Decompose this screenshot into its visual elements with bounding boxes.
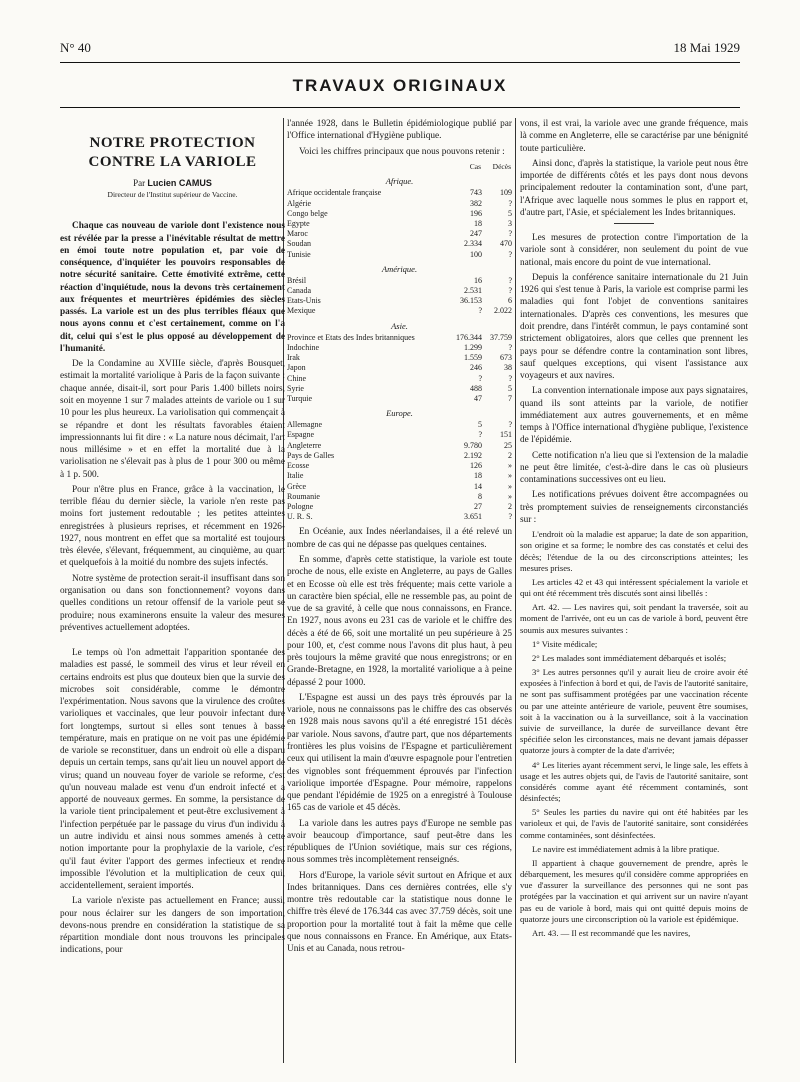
death-count: 2	[508, 450, 512, 460]
case-count: 18	[474, 218, 482, 228]
region-name: Afrique.	[385, 176, 414, 187]
country-name: Japon	[287, 363, 306, 373]
paragraph: l'année 1928, dans le Bulletin épidémiologique publié par l'Office international d'Hygiène publique.	[287, 119, 512, 142]
case-count: 126	[470, 461, 482, 471]
table-row	[287, 199, 512, 209]
death-count: ?	[508, 275, 512, 285]
table-region-row	[287, 317, 512, 333]
case-count: ?	[478, 306, 482, 316]
country-name: Egypte	[287, 218, 310, 228]
table-row	[287, 343, 512, 353]
paragraph: 4° Les literies ayant récemment servi, le linge sale, les effets à usage et les autres objets qui, de l'avis de l'autorité sanitaire, sont considérés comme ayant été récemment contaminés, sont désinfectés;	[520, 759, 748, 804]
table-row	[287, 430, 512, 440]
case-count: 743	[470, 188, 482, 198]
table-region-row	[287, 172, 512, 188]
death-count: ?	[508, 198, 512, 208]
column-2	[287, 118, 512, 1068]
issue-date: 18 Mai 1929	[673, 40, 740, 55]
country-name: Turquie	[287, 394, 313, 403]
country-name: Pays de Galles	[287, 450, 335, 460]
country-name: Congo belge	[287, 208, 328, 218]
author-name: Lucien CAMUS	[147, 177, 212, 188]
case-count: 14	[474, 481, 482, 491]
section-rule	[60, 107, 740, 108]
case-count: 2.192	[464, 450, 482, 460]
death-count: 38	[504, 363, 512, 373]
case-count: 16	[474, 275, 482, 285]
paragraph: Il appartient à chaque gouvernement de prendre, après le débarquement, les mesures qu'il considère comme appropriées en vue d'assurer la surveillance des personnes qui ne sont pas protégées par la vaccination et qui arrivent sur un navire n'ayant pas eu de variole à bord, mais qui ont quitté depuis moins de quatorze jours une circonscription où la variole est épidémique.	[520, 857, 748, 924]
table-row	[287, 492, 512, 502]
death-count: »	[508, 491, 512, 501]
death-count: 6	[508, 296, 512, 306]
country-name: Mexique	[287, 306, 316, 316]
paragraph: Cette notification n'a lieu que si l'extension de la maladie ne peut être limitée, c'est-à-dire dans le cas où plusieurs contaminations successives ont eu lieu.	[520, 450, 748, 486]
paragraph: De la Condamine au XVIIIe siècle, d'après Bousquet, estimait la mortalité variolique à Paris de la façon suivante : chaque année, disait-il, sort pour Paris 1.400 billets noirs, soit en moyenne 1 sur 7 malades atteints de variole ou 1 sur 10 pour les plus heureux. La variolisation qui commençait à se répandre et dont les résultats favorables étaient impressionnants lui fit dire : « La nature nous décimait, l'art nous millésime » et en effet la mortalité due à la variolisation ne s'élevait pas à plus de 1 pour 300 ou même à 1 p. 500.	[60, 359, 285, 480]
article-title	[60, 134, 285, 172]
column-3	[520, 118, 748, 1068]
paragraph: 3° Les autres personnes qu'il y aurait lieu de croire avoir été exposées à l'infection à bord et qui, de l'avis de l'autorité sanitaire, ne sont pas suffisamment protégées par une vaccination récente ou par une atteinte antérieure de variole, peuvent être soumises, soit à la vaccination ou à la surveillance, soit à la vaccination suivie de surveillance, la durée de surveillance devant être spécifiée selon les circonstances, mais ne devant jamais dépasser quatorze jours à compter de la date d'arrivée;	[520, 667, 748, 756]
table-row	[287, 188, 512, 198]
paragraph: Ainsi donc, d'après la statistique, la variole peut nous être importée de différents côtés et les pays dont nous devons principalement redouter la contamination sont, d'une part, l'Afrique avec laquelle nous sommes le plus en rapport et, d'autre part, l'Asie, et spécialement les Indes britanniques.	[520, 158, 748, 218]
table-region-row	[287, 404, 512, 420]
paragraph: Le temps où l'on admettait l'apparition spontanée des maladies est passé, le sommeil des virus et leur réveil en certains endroits est plus que douteux bien que la survie des microbes soit considérable, comme le démontre l'expérimentation. Nous savons que la virulence des croûtes varioliques et vaccinales, que leur pouvoir infectant dure fort longtemps, surtout si elles sont tenues à basse température, mais en pratique on ne voit pas une épidémie de variole se reconstituer, dans un endroit où elle a disparu depuis un certain temps, sans qu'ait lieu un nouvel apport de virus; quand un nouveau foyer de variole se reforme, c'est qu'un nouveau malade est venu d'un endroit infecté et a apporté de nouveaux germes. En somme, la persistance de la variole tient principalement et peut-être exclusivement à l'infection perpétuée par le passage du virus d'un individu à un autre individu et ainsi nous sommes amenés à cette notion importante pour la prophylaxie de la variole, c'est qu'il faut éviter l'apport des germes infectieux et rendre impossible l'évolution et la multiplication de ceux qui, accidentellement, seraient importés.	[60, 648, 285, 892]
case-count: 47	[474, 394, 482, 403]
region-name: Asie.	[391, 320, 408, 331]
country-name: Algérie	[287, 198, 311, 208]
death-count: 470	[500, 239, 512, 249]
death-count: ?	[508, 512, 512, 522]
country-name: Allemagne	[287, 420, 323, 430]
death-count: 2	[508, 501, 512, 511]
country-name: Italie	[287, 471, 304, 481]
paragraph: vons, il est vrai, la variole avec une grande fréquence, mais là comme en Angleterre, elle se caractérise par une bénignité toute particulière.	[520, 119, 748, 154]
paragraph: L'endroit où la maladie est apparue; la date de son apparition, son origine et sa forme; le nombre des cas constatés et celui des décès; l'étendue de la ou des circonscriptions atteintes; les mesures prises.	[520, 529, 748, 573]
issue-number: N° 40	[60, 40, 91, 55]
case-count: ?	[478, 373, 482, 383]
case-count: 36.153	[460, 296, 482, 306]
country-name: Canada	[287, 286, 311, 296]
death-count: »	[508, 471, 512, 481]
table-row	[287, 333, 512, 343]
table-row	[287, 441, 512, 451]
paragraph: Le navire est immédiatement admis à la libre pratique.	[532, 843, 720, 854]
case-count: 488	[470, 383, 482, 393]
table-row	[287, 420, 512, 430]
death-count: ?	[508, 373, 512, 383]
title-line: CONTRE LA VARIOLE	[88, 153, 257, 170]
country-name: Syrie	[287, 383, 304, 393]
country-name: Grèce	[287, 481, 307, 491]
convention-text	[520, 529, 748, 939]
case-count: 8	[478, 491, 482, 501]
paragraph: La variole dans les autres pays d'Europe ne semble pas avoir beaucoup d'importance, sauf peut-être dans les républiques de l'Union soviétique, mais sur ces régions, nous sommes très incomplètement renseignés.	[287, 818, 512, 866]
case-count: 18	[474, 471, 482, 481]
author-affiliation: Directeur de l'Institut supérieur de Vaccine.	[107, 190, 238, 200]
table-row	[287, 482, 512, 492]
table-region-row	[287, 260, 512, 276]
death-count: 7	[508, 394, 512, 403]
death-count: ?	[508, 286, 512, 296]
death-count: 5	[508, 383, 512, 393]
country-name: Province et Etats des Indes britanniques	[287, 332, 415, 342]
paragraph: Notre système de protection serait-il insuffisant dans son organisation ou dans son fonctionnement? voyons dans quelles conditions un retour offensif de la variole peut se produire; nous examinerons ensuite la valeur des mesures préventives actuellement adoptées.	[60, 573, 285, 633]
case-count: 3.651	[464, 512, 482, 522]
country-name: Soudan	[287, 239, 311, 249]
country-name: Chine	[287, 373, 307, 383]
paragraph: En Océanie, aux Indes néerlandaises, il a été relevé un nombre de cas qui ne dépasse pas quelques centaines.	[287, 527, 512, 550]
author-prefix: Par	[133, 177, 146, 188]
case-count: 2.531	[464, 286, 482, 296]
table-row	[287, 461, 512, 471]
case-count: 382	[470, 198, 482, 208]
table-row	[287, 512, 512, 522]
paragraph: Depuis la conférence sanitaire internationale du 21 Juin 1926 qui s'est tenue à Paris, la variole est comprise parmi les maladies qui font l'objet de conventions sanitaires internationales. D'après ces conventions, les mesures que doit prendre, dans l'intérêt commun, le pays contaminé sont strictement obligatoires, alors que celles que prennent les pays pour se défendre contre la contamination sont libres, sauf quelques exceptions, qui visent l'assistance aux voyageurs et aux navires.	[520, 272, 748, 382]
table-row	[287, 229, 512, 239]
death-count: ?	[508, 229, 512, 239]
page-header	[60, 40, 740, 60]
case-count: 2.334	[464, 239, 482, 249]
table-row	[287, 276, 512, 286]
death-count: 109	[500, 188, 512, 198]
death-count: 3	[508, 218, 512, 228]
case-count: 1.299	[464, 342, 482, 352]
table-row	[287, 394, 512, 404]
lead-paragraph	[60, 220, 285, 355]
case-count: 1.559	[464, 353, 482, 363]
paragraph: Art. 42. — Les navires qui, soit pendant la traversée, soit au moment de l'arrivée, ont eu un cas de variole à bord, peuvent être soumis aux mesures suivantes :	[520, 602, 748, 635]
country-name: Etats-Unis	[287, 296, 321, 306]
region-name: Europe.	[386, 408, 413, 419]
column-divider	[515, 118, 516, 1063]
table-row	[287, 471, 512, 481]
case-count: 5	[478, 420, 482, 430]
table-row	[287, 384, 512, 394]
death-count: 5	[508, 208, 512, 218]
country-name: Maroc	[287, 229, 308, 239]
paragraph: Les mesures de protection contre l'importation de la variole sont à considérer, non seulement du point de vue national, mais encore du point de vue international.	[520, 233, 748, 268]
country-name: Angleterre	[287, 440, 322, 450]
paragraph: 1° Visite médicale;	[532, 638, 598, 649]
death-count: ?	[508, 420, 512, 430]
death-count: ?	[508, 342, 512, 352]
paragraph: Voici les chiffres principaux que nous pouvons retenir :	[299, 146, 505, 157]
paragraph: 5° Seules les parties du navire qui ont été habitées par les varioleux et qui, de l'avis de l'autorité sanitaire, sont considérées comme contaminées, sont désinfectées.	[520, 807, 748, 840]
header-rule	[60, 62, 740, 63]
country-name: Pologne	[287, 501, 314, 511]
case-count: 100	[470, 249, 482, 259]
paragraph: Art. 43. — Il est recommandé que les navires,	[532, 927, 691, 938]
table-row	[287, 219, 512, 229]
paragraph: Chaque cas nouveau de variole dont l'existence nous est révélée par la presse a l'inévitable résultat de mettre en émoi toute notre population et, par voie de conséquence, d'inquiéter les pouvoirs responsables de notre sécurité sanitaire. Cette émotivité extrême, cette réaction d'inquiétude, nous la devons très certainement aux fréquentes et meurtrières épidémies des siècles passés. La variole est un des plus terribles fléaux que nous ayons connu et c'est certainement, comme on l'a dit, celui qui s'est le plus opposé au développement de l'humanité.	[60, 221, 285, 354]
paragraph: L'Espagne est aussi un des pays très éprouvés par la variole, nous ne connaissons pas le chiffre des cas observés en 1928 mais nous savons qu'il a été enregistré 151 décès par variole. Nous savons, d'autre part, que nos départements frontières les plus voisins de l'Espagne et particulièrement ceux qui utilisent la main d'œuvre espagnole pour l'entretien des vignobles sont fréquemment éprouvés par l'infection variolique importée d'Espagne. Pour mémoire, rappelons que pendant l'épidémie de 1925 on a enregistré à Toulouse 165 cas de variole et 45 décès.	[287, 692, 512, 814]
case-count: 9.780	[464, 440, 482, 450]
death-count: »	[508, 481, 512, 491]
table-header-row	[287, 161, 512, 173]
country-name: Tunisie	[287, 249, 311, 259]
table-row	[287, 250, 512, 260]
column-header-deaths: Décès	[492, 161, 511, 171]
table-row	[287, 353, 512, 363]
case-count: 176.344	[456, 332, 482, 342]
case-count: 196	[470, 208, 482, 218]
case-count: 27	[474, 501, 482, 511]
country-name: Brésil	[287, 275, 307, 285]
death-count: 673	[500, 353, 512, 363]
death-count: 2.022	[494, 306, 512, 316]
column-header-cases: Cas	[469, 161, 481, 171]
table-row	[287, 374, 512, 384]
case-count: ?	[478, 430, 482, 440]
country-name: Afrique occidentale française	[287, 188, 382, 198]
death-count: 151	[500, 430, 512, 440]
smallpox-statistics-table	[287, 161, 512, 523]
table-row	[287, 363, 512, 373]
paragraph: 2° Les malades sont immédiatement débarqués et isolés;	[532, 652, 727, 663]
paragraph: Les articles 42 et 43 qui intéressent spécialement la variole et qui ont été récemment très discutés sont ainsi libellés :	[520, 576, 748, 599]
paragraph: En somme, d'après cette statistique, la variole est toute proche de nous, elle existe en Angleterre, au pays de Galles et en Ecosse où elle est très fréquente; mais cette variole a un caractère bien spécial, elle ne ressemble pas, au point de vue de sa gravité, à celle que nous connaissons, en France. En 1927, nous avons eu 231 cas de variole et le chiffre des décès a été de 66, soit une mortalité un peu supérieure à 25 pour 100, et, c'est comme nous l'avons dit plus haut, à peu près toujours la même gravité que nous enregistrons; or en Grande-Bretagne, en 1928, la mortalité variolique a à peine dépassé 2 pour 1000.	[287, 554, 512, 688]
table-row	[287, 306, 512, 316]
table-row	[287, 451, 512, 461]
death-count: 25	[504, 440, 512, 450]
country-name: Irak	[287, 353, 300, 363]
death-count: 37.759	[490, 332, 512, 342]
table-row	[287, 209, 512, 219]
table-row	[287, 502, 512, 512]
country-name: Espagne	[287, 430, 315, 440]
case-count: 246	[470, 363, 482, 373]
separator	[614, 223, 654, 224]
title-line: NOTRE PROTECTION	[89, 135, 256, 151]
country-name: Roumanie	[287, 491, 320, 501]
paragraph: La convention internationale impose aux pays signataires, quand ils sont atteints par la variole, de notifier immédiatement aux autres gouvernements, et en même temps à l'Office international d'hygiène publique, l'existence de l'épidémie.	[520, 386, 748, 446]
country-name: U. R. S.	[287, 512, 313, 522]
paragraph: La variole n'existe pas actuellement en France; aussi, pour nous éclairer sur les dangers de son importation, devons-nous prendre en considération la statistique de sa répartition mondiale dont nous trouvons les principales indications, pour	[60, 896, 285, 956]
case-count: 247	[470, 229, 482, 239]
paragraph: Pour n'être plus en France, grâce à la vaccination, le terrible fléau du dernier siècle, la variole n'en reste pas moins fort justement redoutable ; les petites atteintes enregistrées à plusieurs reprises, et récemment en 1926-1927, nous montrent en effet que sa mortalité est toujours très élevée, s'élevant, fréquemment, au cinquième, au quart et quelquefois à la moitié du nombre des sujets infectés.	[60, 484, 285, 569]
table-row	[287, 286, 512, 296]
table-row	[287, 296, 512, 306]
country-name: Ecosse	[287, 461, 310, 471]
column-1	[60, 118, 285, 1068]
paragraph: Les notifications prévues doivent être accompagnées ou très promptement suivies de renseignements circonstanciés sur :	[520, 490, 748, 525]
author-line	[60, 178, 285, 190]
death-count: ?	[508, 249, 512, 259]
death-count: »	[508, 461, 512, 471]
paragraph: Hors d'Europe, la variole sévit surtout en Afrique et aux Indes britanniques. Dans ces dernières contrées, elle s'y montre très redoutable car la statistique nous donne le chiffre très élevé de 176.344 cas avec 37.759 décès, soit une proportion pour la mortalité tout à fait la même que celle que nous connaissons en France. En Amérique, aux Etats-Unis et au Canada, nous retrou-	[287, 870, 512, 955]
country-name: Indochine	[287, 342, 319, 352]
region-name: Amérique.	[381, 263, 418, 274]
table-row	[287, 239, 512, 249]
section-title: TRAVAUX ORIGINAUX	[292, 76, 508, 95]
